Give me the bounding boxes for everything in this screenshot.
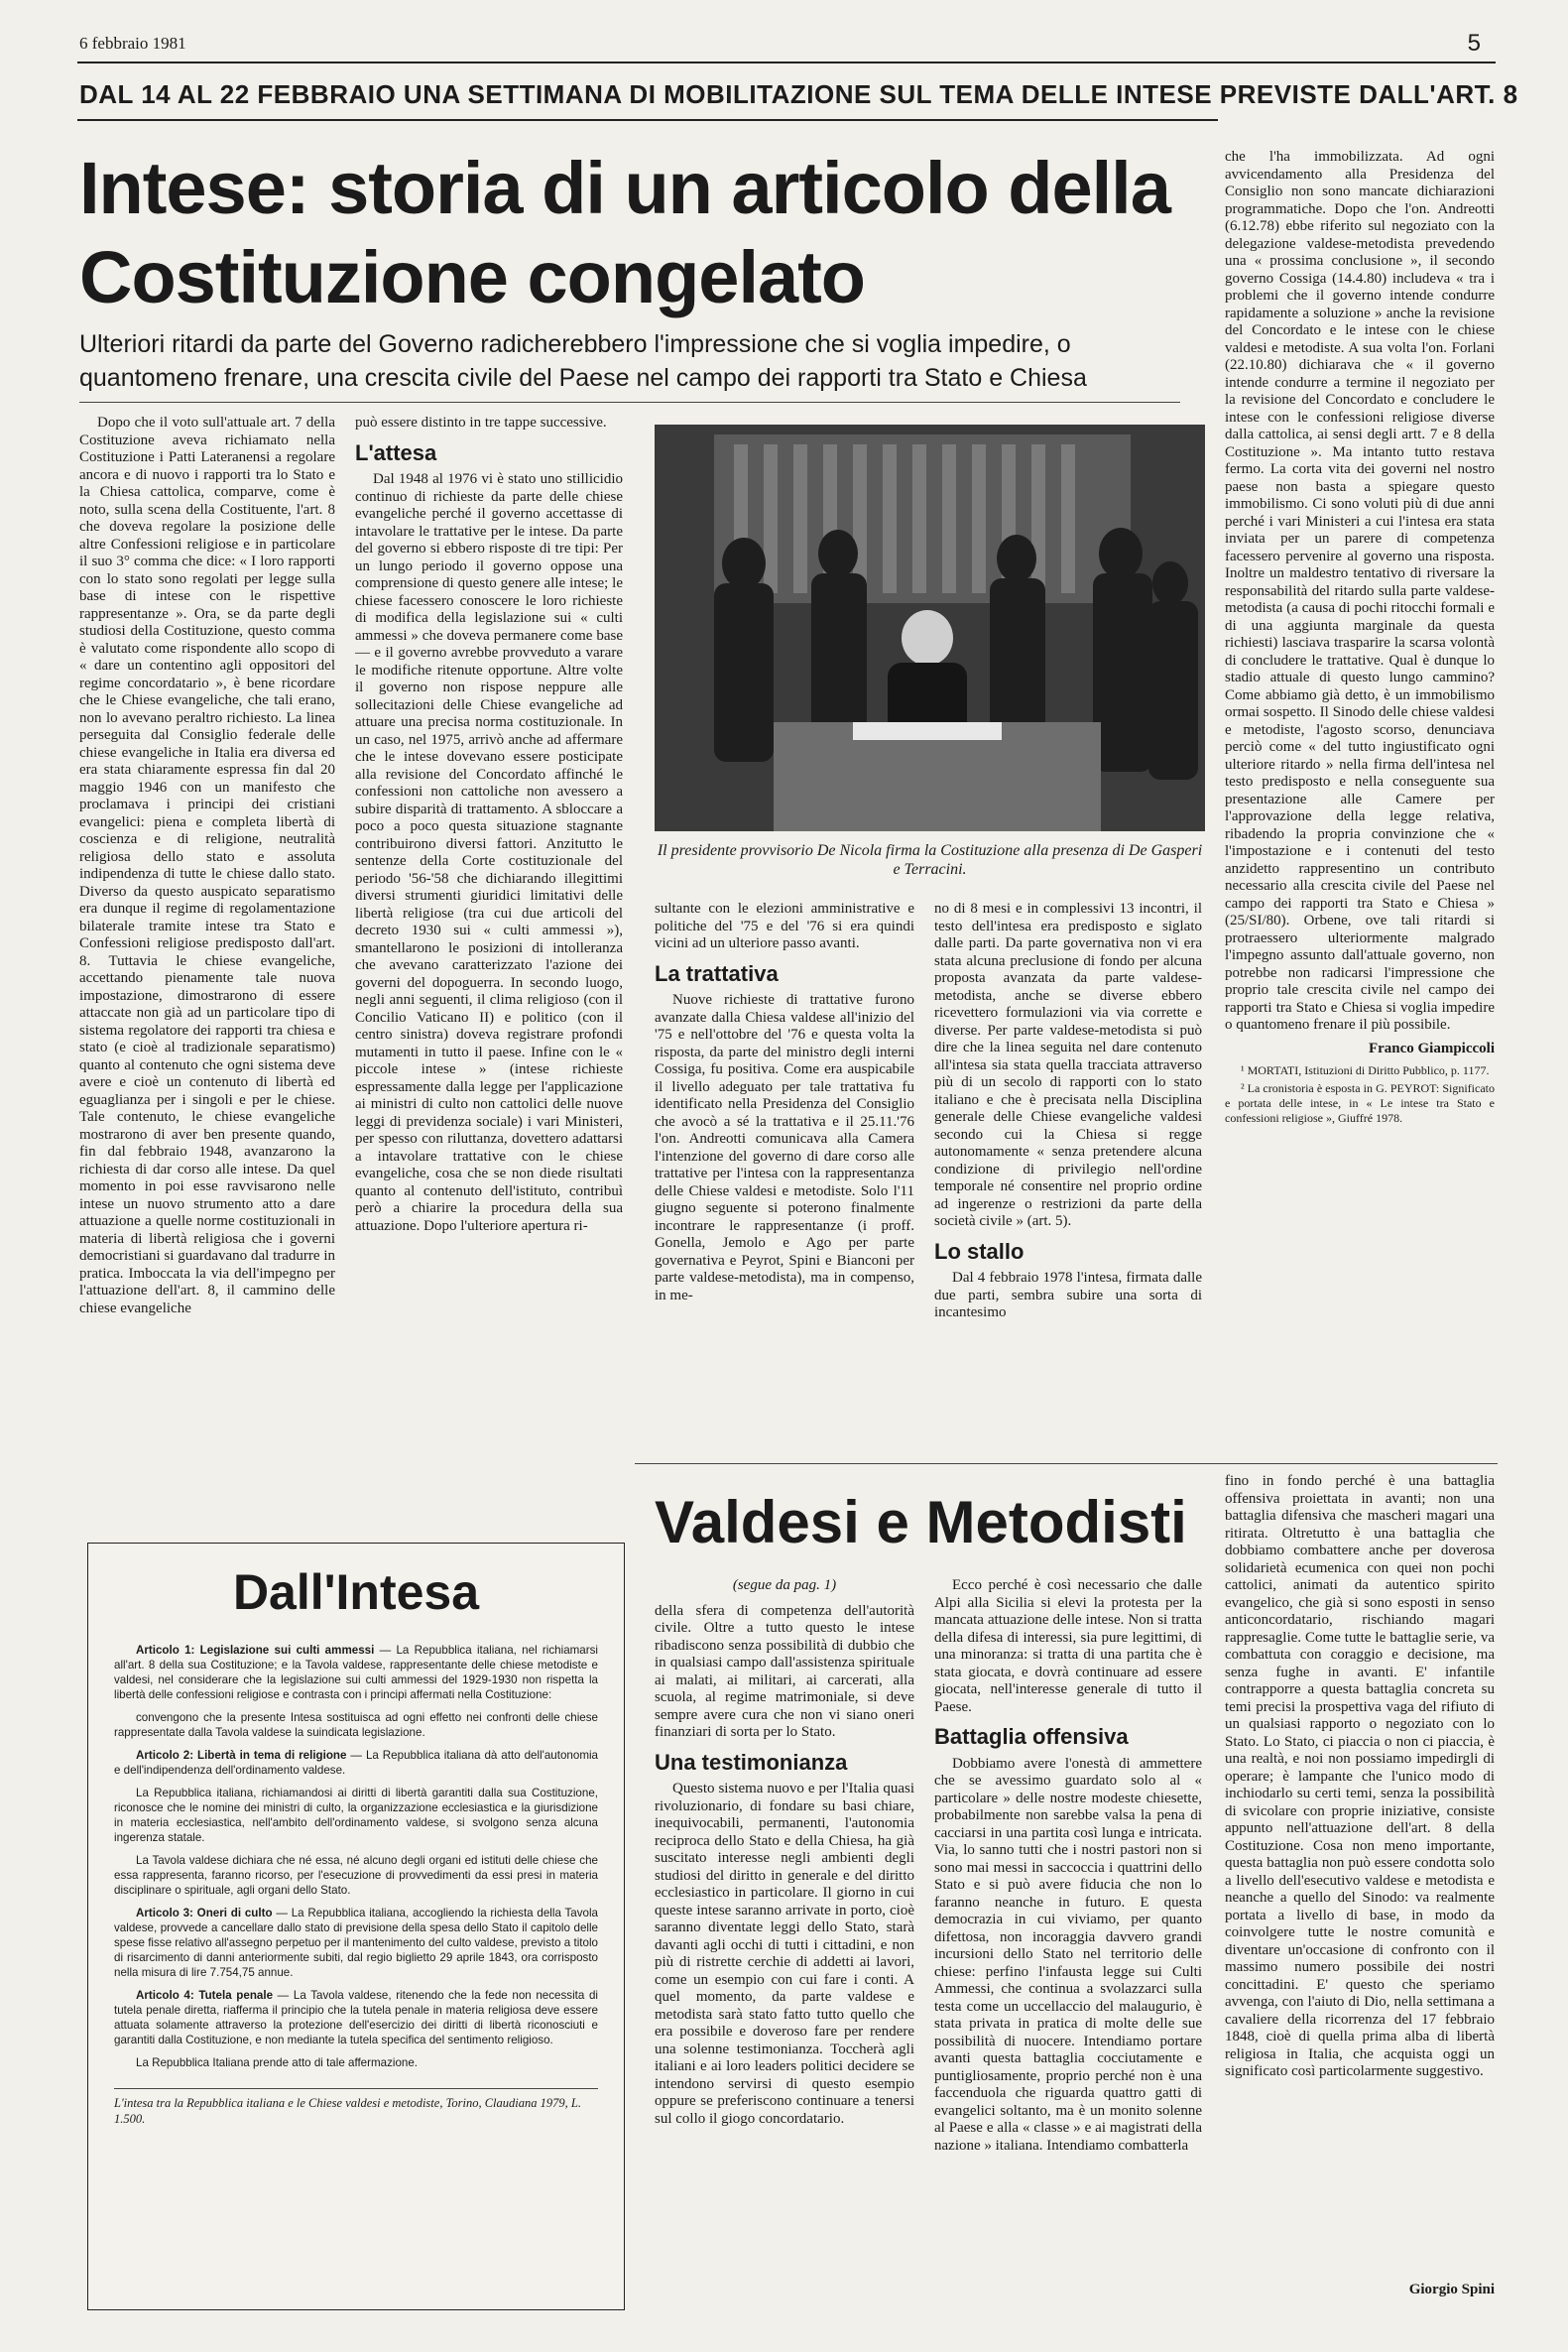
article3-heading: Articolo 3: Oneri di culto — [136, 1907, 273, 1919]
article1-column-4 — [934, 901, 1202, 1456]
article2-c1-text: della sfera di competenza dell'autorità civile. Oltre a tutto questo le intese ribadiscono senza possibilità di dubbio che in qualsiasi campo dall'assistenza spirituale ai malati, ai militari, ai carcerati, alla scuola, al regime matrimoniale, si deve sempre avere cura che non vi siano oneri finanziari di sorta per lo Stato. — [655, 1602, 914, 1740]
article4-text-b: La Repubblica Italiana prende atto di tale affermazione. — [136, 2056, 419, 2069]
constitution-signing-photo-icon — [655, 425, 1205, 831]
footnote-1: ¹ MORTATI, Istituzioni di Diritto Pubblico, p. 1177. — [1241, 1063, 1490, 1077]
article1-column-5 — [1225, 149, 1495, 1458]
footnotes — [1225, 1063, 1495, 1126]
article2-c2-text: Ecco perché è così necessario che dalle Alpi alla Sicilia si elevi la protesta per la mancata attuazione delle intese. Non si tratta della difesa di interessi, sia pure legittimi, di una minoranza: si tratta di una partita che è stata giocata, e dovrà continuare ad essere giocata, nell'interesse generale di tutto il Paese. — [934, 1577, 1202, 1715]
article2-c2b-text: Dobbiamo avere l'onestà di ammettere che se avessimo guardato solo al « particolare » delle nostre modeste chiesette, probabilmente non sarebbe valsa la pena di cacciarsi in una partita così lunga e intricata. Via, lo sanno tutti che i nostri pastori non si sono mai messi in saccoccia i quattrini dello Stato e si può avere fiducia che non lo faranno neanche in futuro. E questa democrazia in cui viviamo, per quanto difettosa, non incoraggia davvero grandi incursioni dello Stato nel territorio delle chiese: perfino l'infausta legge sui Culti Ammessi, che continua a svolazzarci sulla testa come un uccellaccio del malaugurio, è stata privata in pratica di molte delle sue possibilità di nuocere. Intendiamo portare avanti questa battaglia cocciutamente e puntigliosamente, proprio perché non è una faccenduola che riguarda quattro gatti di evangelici soltanto, ma è un monito solenne al Paese e alla « classe » e ai magistrati della nazione » italiana. Intendiamo combatterla — [934, 1755, 1202, 2154]
kicker: DAL 14 AL 22 FEBBRAIO UNA SETTIMANA DI MOBILITAZIONE SUL TEMA DELLE INTESE PREVISTE DALL'ART. 8 — [79, 79, 1518, 109]
article1-col4b-text: Dal 4 febbraio 1978 l'intesa, firmata dalle due parti, sembra subire una sorta di incantesimo — [934, 1270, 1202, 1320]
photo-caption: Il presidente provvisorio De Nicola firma la Costituzione alla presenza di De Gasperi e Terracini. — [657, 842, 1203, 878]
header-rule — [77, 30, 1496, 63]
signature-giampiccoli: Franco Giampiccoli — [1368, 1040, 1495, 1056]
article3-text: — La Repubblica italiana, accogliendo la richiesta della Tavola valdese, provvede a cancellare dallo stato di previsione della spesa dello Stato il capitolo delle spese fisse relativo all'assegno perpetuo per il mantenimento del culto valdese, previsto a titolo di risarcimento di danni anteriormente subiti, dal regio biglietto 29 aprile 1843, ora corrisposto nella misura di lire 7.754,75 annue. — [114, 1907, 598, 1979]
photo-illustration — [655, 425, 1205, 831]
article1-text-b: convengono che la presente Intesa sostituisca ad ogni effetto nei confronti delle chiese rappresentate dalla Tavola valdese la suindicata legislazione. — [114, 1711, 598, 1739]
segue-note: (segue da pag. 1) — [732, 1577, 837, 1593]
article2-title: Valdesi e Metodisti — [655, 1489, 1187, 1555]
box-footnote: L'intesa tra la Repubblica italiana e le Chiese valdesi e metodiste, Torino, Claudiana 1979, L. 1.500. — [114, 2088, 598, 2127]
article1-column-2 — [355, 415, 623, 1526]
box-body — [88, 1643, 624, 2070]
article1-col1-text: Dopo che il voto sull'attuale art. 7 della Costituzione aveva richiamato nella Costituzione i Patti Lateranensi a regolare ancora e di nuovo i rapporti tra lo Stato e la Chiesa cattolica, comparve, come è noto, sulla scena della Costituente, l'art. 8 che doveva regolare la posizione delle altre Confessioni religiose e in particolare il suo 3° comma che dice: « I loro rapporti con lo stato sono regolati per legge sulla base di intese con le rispettive rappresentanze ». Ora, se da parte degli studiosi della Costituzione, questo comma è valutato come rispondente allo scopo di « dare un contentino agli oppositori del regime concordatario », è bene ricordare che le Chiese evangeliche, che tali erano, non lo avevano peraltro richiesto. La linea perseguita dal Consiglio federale delle chiese evangeliche in Italia era diversa ed era stata chiaramente espressa fin dal 20 maggio 1946 con un manifesto che proclamava i principi dei cristiani evangelici: piena e completa libertà di coscienza e di religione, neutralità religiosa dello stato e assoluta indipendenza di tutte le chiese dallo stato. Diverso da questo auspicato separatismo era dunque il regime di regolamentazione bilaterale tramite intese tra Stato e Confessioni religiose predisposto dall'art. 8. Tuttavia le chiese evangeliche, accettando pienamente tale nuova impostazione, dimostrarono di essere attaccate non già ad un particolare tipo di sistema regolatore dei rapporti tra chiesa e stato (e cioè al tradizionale separatismo) quanto al contenuto che ogni sistema deve avere e cioè un contenuto di libertà ed eguaglianza per i singoli e per le chiese. Tale contenuto, le chiese evangeliche mostrarono di aver ben presente quando, fin dal febbraio 1948, avanzarono la richiesta di dar corso alle intese. Da quel momento in poi esse ravvisarono nelle intese un nuovo strumento atto a dare attuazione a quelle norme costituzionali in materia di libertà religiosa che i governi democristiani si guardavano dal tradurre in pratica. Imboccata la via dell'impegno per l'attuazione dell'art. 8, il cammino delle chiese evangeliche — [79, 415, 335, 1316]
issue-date: 6 febbraio 1981 — [79, 34, 186, 53]
article2-column-2 — [934, 1577, 1202, 2311]
article4-text: — La Tavola valdese, ritenendo che la fede non necessita di tutela penale diretta, riafferma il principio che la tutela penale in materia religiosa deve essere attuata solamente attraverso la protezione dell'esercizio dei diritti di libertà riconosciuti e garantiti dalla Costituzione, e non mediante la tutela specifica del sentimento religioso. — [114, 1989, 598, 2046]
article1-col3b-text: Nuove richieste di trattative furono avanzate dalla Chiesa valdese all'inizio del '75 e nell'ottobre del '76 e questa volta la risposta, da parte del ministro degli interni Cossiga, fu positiva. Come era auspicabile il livello adeguato per tale trattativa fu identificato nella Presidenza del Consiglio che avocò a sé la trattativa e il 25.11.'76 l'on. Andreotti comunicava alla Camera l'intenzione del governo di dare corso alle trattative per l'intesa con la rappresentanza delle Chiese valdesi e metodiste. Solo l'11 giugno seguente si poterono finalmente incontrare le rappresentanze (i proff. Gonella, Jemolo e Ago per parte governativa e Peyrot, Spini e Bianconi per parte valdese-metodista), ma in compenso, in me- — [655, 992, 914, 1303]
article1-col4-text: no di 8 mesi e in complessivi 13 incontri, il testo dell'intesa era predisposto e siglato dalle parti. Da parte governativa non vi era stata alcuna preclusione di fondo per alcuna proposta avanzata da parte valdese-metodista, anche se diverse ebbero ricevettero formulazioni via via corrette e diverse. Per parte valdese-metodista si può dire che la linea seguita nel dare contenuto all'intesa sia stata quella tracciata attraverso più di un secolo di rapporti con lo stato italiano e che è precisata nella Disciplina generale delle Chiese evangeliche valdesi secondo cui la Chiesa si regge autonomamente « senza pretendere alcuna condizione di privilegio nell'ordine temporale né consentire nel proprio ordine ad ingerenze o restrizioni da parte della società civile » (art. 5). — [934, 901, 1202, 1229]
subhead-battaglia: Battaglia offensiva — [934, 1724, 1129, 1749]
signature-spini: Giorgio Spini — [1408, 2282, 1495, 2297]
headline: Intese: storia di un articolo della Costituzione congelato — [79, 147, 1170, 318]
subhead-testimonianza: Una testimonianza — [655, 1749, 848, 1775]
box-title: Dall'Intesa — [232, 1564, 480, 1620]
article1-col5-text: che l'ha immobilizzata. Ad ogni avvicendamento alla Presidenza del Consiglio non sono mancate dichiarazioni programmatiche. Dopo che l'on. Andreotti (6.12.78) ebbe riferito sul negoziato con la delegazione valdese-metodista prevedendo una « prossima conclusione », il secondo governo Cossiga (14.4.80) includeva « tra i problemi che il governo intende condurre rapidamente a soluzione » anche la revisione del Concordato e le intese con le chiese valdesi e metodiste. A sua volta l'on. Forlani (22.10.80) dichiarava che « il governo intende condurre a termine il negoziato per la revisione del Concordato e concludere le intese con le confessioni religiose diverse dalla cattolica, ai sensi degli artt. 7 e 8 della Costituzione ». Ma intanto tutto restava fermo. La corta vita dei governi nel nostro paese non basta a spiegare questo immobilismo. Ci sono voluti più di due anni perché i vari Ministeri a cui l'intesa era stata inviata per un parere di competenza facessero pervenire al governo una risposta. Inoltre un maldestro tentativo di riversare la responsabilità del ritardo sulla parte valdese-metodista (a causa di pochi ritocchi formali e di una aggiunta marginale da questa richiesti) lasciava trasparire la scarsa volontà di concludere le trattative. Qual è dunque lo stadio attuale di questo lungo cammino? Come abbiamo già detto, è un immobilismo ormai sospetto. Il Sinodo delle chiese valdesi e metodiste, l'agosto scorso, denunciava perciò come « del tutto ingiustificato ogni ulteriore ritardo » nella firma dell'intesa nel testo predisposto e nella conseguente sua presentazione alle Camere per l'approvazione della legge relativa, ribadendo la propria convinzione che « l'impostazione e i contenuti del testo anzidetto rappresentino un contributo necessario alla crescita civile del Paese nel campo dei rapporti tra Stato e Chiesa » (25/SI/80). Orbene, ove tali ritardi si protraessero ulteriormente malgrado l'impegno assunto dall'attuale governo, non potrebbe non radicarsi l'impressione che proprio tale crescita civile nel campo dei rapporti tra Stato e Chiesa si voglia impedire o quantomeno frenare il più possibile. — [1225, 149, 1495, 1033]
article1-col3-text: sultante con le elezioni amministrative e politiche del '75 e del '76 si era quindi vicini ad un ulteriore passo avanti. — [655, 901, 914, 951]
article1-text: — La Repubblica italiana, nel richiamarsi all'art. 8 della sua Costituzione; e la Tavola valdese, rappresentante delle chiese metodiste e valdesi, nel considerare che la legislazione sui culti ammessi del 1929-1930 non rispetta la libertà delle confessioni religiose e contrasta con i principi affermati nella Costituzione: — [114, 1644, 598, 1701]
page-number: 5 — [1467, 30, 1481, 57]
deck: Ulteriori ritardi da parte del Governo radicherebbero l'impressione che si voglia impedire, o quantomeno frenare, una crescita civile del Paese nel campo dei rapporti tra Stato e Chiesa — [79, 330, 1087, 392]
footnote-2: ² La cronistoria è esposta in G. PEYROT: Significato e portata delle intese, in « Le intese tra Stato e confessioni religiose », Giuffré 1978. — [1225, 1081, 1495, 1125]
article4-heading: Articolo 4: Tutela penale — [136, 1989, 274, 2002]
intesa-box — [87, 1543, 625, 2310]
article2-text: — La Repubblica italiana dà atto dell'autonomia e dell'indipendenza dell'ordinamento valdese. — [114, 1749, 598, 1777]
subhead-attesa: L'attesa — [355, 439, 437, 465]
article2-heading: Articolo 2: Libertà in tema di religione — [136, 1749, 347, 1762]
article1-column-1 — [79, 415, 335, 1526]
article2-rule — [635, 1463, 1498, 1464]
article2-column-1 — [655, 1577, 914, 2311]
kicker-rule — [77, 119, 1218, 121]
article2-text-c: La Tavola valdese dichiara che né essa, né alcuno degli organi ed istituti delle chiese che essa rappresenta, faranno ricorso, per l'esecuzione di provvedimenti da essi presi in materia disciplinare o spirituale, agli organi dello Stato. — [114, 1854, 598, 1897]
deck-rule — [79, 402, 1180, 403]
article2-c1b-text: Questo sistema nuovo e per l'Italia quasi rivoluzionario, di fondare su basi chiare, inequivocabili, permanenti, l'autonomia reciproca dello Stato e della Chiesa, ha già suscitato interesse negli ambienti degli studiosi del diritto in generale e del diritto ecclesiastico in particolare. Il giorno in cui queste intese saranno arrivate in porto, cioè saranno diventate leggi dello Stato, starà davanti agli occhi di tutti i cittadini, e non più di ristrette cerchie di addetti ai lavori, come un esempio con cui fare i conti. A quel momento, da parte valdese e metodista sarà stato fatto tutto quello che era possibile e doveroso fare per rendere una solenne testimonianza. Toccherà agli italiani e ai loro leaders politici decidere se intendono servirsi di questo esempio oppure se preferiscono continuare a tenersi sul collo il giogo concordatario. — [655, 1781, 914, 2127]
article2-column-3 — [1225, 1473, 1495, 2227]
article2-c3-text: fino in fondo perché è una battaglia offensiva proiettata in avanti; non una battaglia difensiva che mascheri magari una ritirata. Oltretutto è una battaglia che dobbiamo combattere anche per doverosa solidarietà ecumenica con quei non pochi cattolici, animati da autentico spirito evangelico, che già si sono esposti in senso anticoncordatario, rischiando magari rappresaglie. Come tutte le battaglie serie, va combattuta con coraggio e decisione, ma senza fughe in avanti. E' infantile contrapporre a questa battaglia concreta su temi precisi la prospettiva vaga del rifiuto di un qualsiasi rapporto o negoziato con lo Stato. Lo Stato, ci piaccia o non ci piaccia, è una realtà, e noi non possiamo impedirgli di operare; è lampante che l'unico modo di inchiodarlo su certi temi, senza la possibilità di svicolare con proprie iniziative, consiste appunto nell'attuazione dell'art. 8 della Costituzione. Cosa non meno importante, questa battaglia non può essere condotta solo a livello dell'esecutivo valdese e metodista e neanche a quello del Sinodo: va realmente portata a livello di base, in modo da coinvolgere tutte le nostre comunità e diventare un'occasione di confronto con il massimo numero possibile dei nostri concittadini. E' questo che speriamo avvenga, con l'aiuto di Dio, nella settimana a cavaliere della ricorrenza del 17 febbraio 1848, cioè di quella prima alba di libertà religiosa in Italia, che acquista oggi un significato così particolarmente suggestivo. — [1225, 1473, 1495, 2079]
article1-heading: Articolo 1: Legislazione sui culti ammessi — [136, 1644, 375, 1657]
subhead-stallo: Lo stallo — [934, 1238, 1025, 1264]
article1-column-3 — [655, 901, 914, 1456]
subhead-trattativa: La trattativa — [655, 960, 779, 986]
article1-col2-text: Dal 1948 al 1976 vi è stato uno stillicidio continuo di richieste da parte delle chiese evangeliche perché il governo accettasse di intavolare le trattative per le intese. Da parte del governo si ebbero risposte di tre tipi: Per un lungo periodo il governo oppose una comprensione di questo genere alle intese; le chiese facessero conoscere le loro richieste di modifica della legislazione sui « culti ammessi » che doveva permanere come base — e il governo avrebbe provveduto a varare le modifiche ritenute opportune. Altre volte il governo non rispose neppure alle sollecitazioni delle Chiese evangeliche ad attuare una precisa norma costituzionale. In un caso, nel 1975, arrivò anche ad affermare che le intese dovevano essere posticipate alla revisione del Concordato affinché le confessioni non cattoliche non avessero a subire disparità di trattamento. A sbloccare a poco a poco questa situazione stagnante contribuirono diversi fattori. Anzitutto le sentenze della Corte costituzionale del periodo '56-'58 che dichiarando illegittimi diversi strumenti giuridici limitativi delle libertà religiose (tra cui due articoli del decreto 1930 sui « culti ammessi »), smantellarono le posizioni di intolleranza che avevano caratterizzato l'azione dei governi del dopoguerra. In secondo luogo, negli anni seguenti, il clima religioso (con il Concilio Vaticano II) e politico (con il centro sinistra) doveva registrare profondi mutamenti in tutto il paese. Infine con le « piccole intese » (intese richieste espressamente dalla legge per l'applicazione ai ministri di culto non cattolici delle nuove leggi di previdenza sociale) i vari Ministeri, per spesso con riluttanza, dovettero adattarsi a intavolare trattative con le chiese evangeliche, cosa che se non diede risultati quanto al contenuto dell'istituto, contribuì però a chiarire la procedura della sua attuazione. Dopo l'ulteriore apertura ri- — [355, 471, 623, 1234]
article1-col2-intro: può essere distinto in tre tappe successive. — [355, 415, 607, 431]
article2-text-b: La Repubblica italiana, richiamandosi ai diritti di libertà garantiti dalla sua Costituzione, riconosce che le nomine dei ministri di culto, la organizzazione ecclesiastica e la giurisdizione in materia ecclesiastica, nell'ambito dell'ordinamento valdese, si svolgono senza alcuna ingerenza statale. — [114, 1787, 598, 1844]
